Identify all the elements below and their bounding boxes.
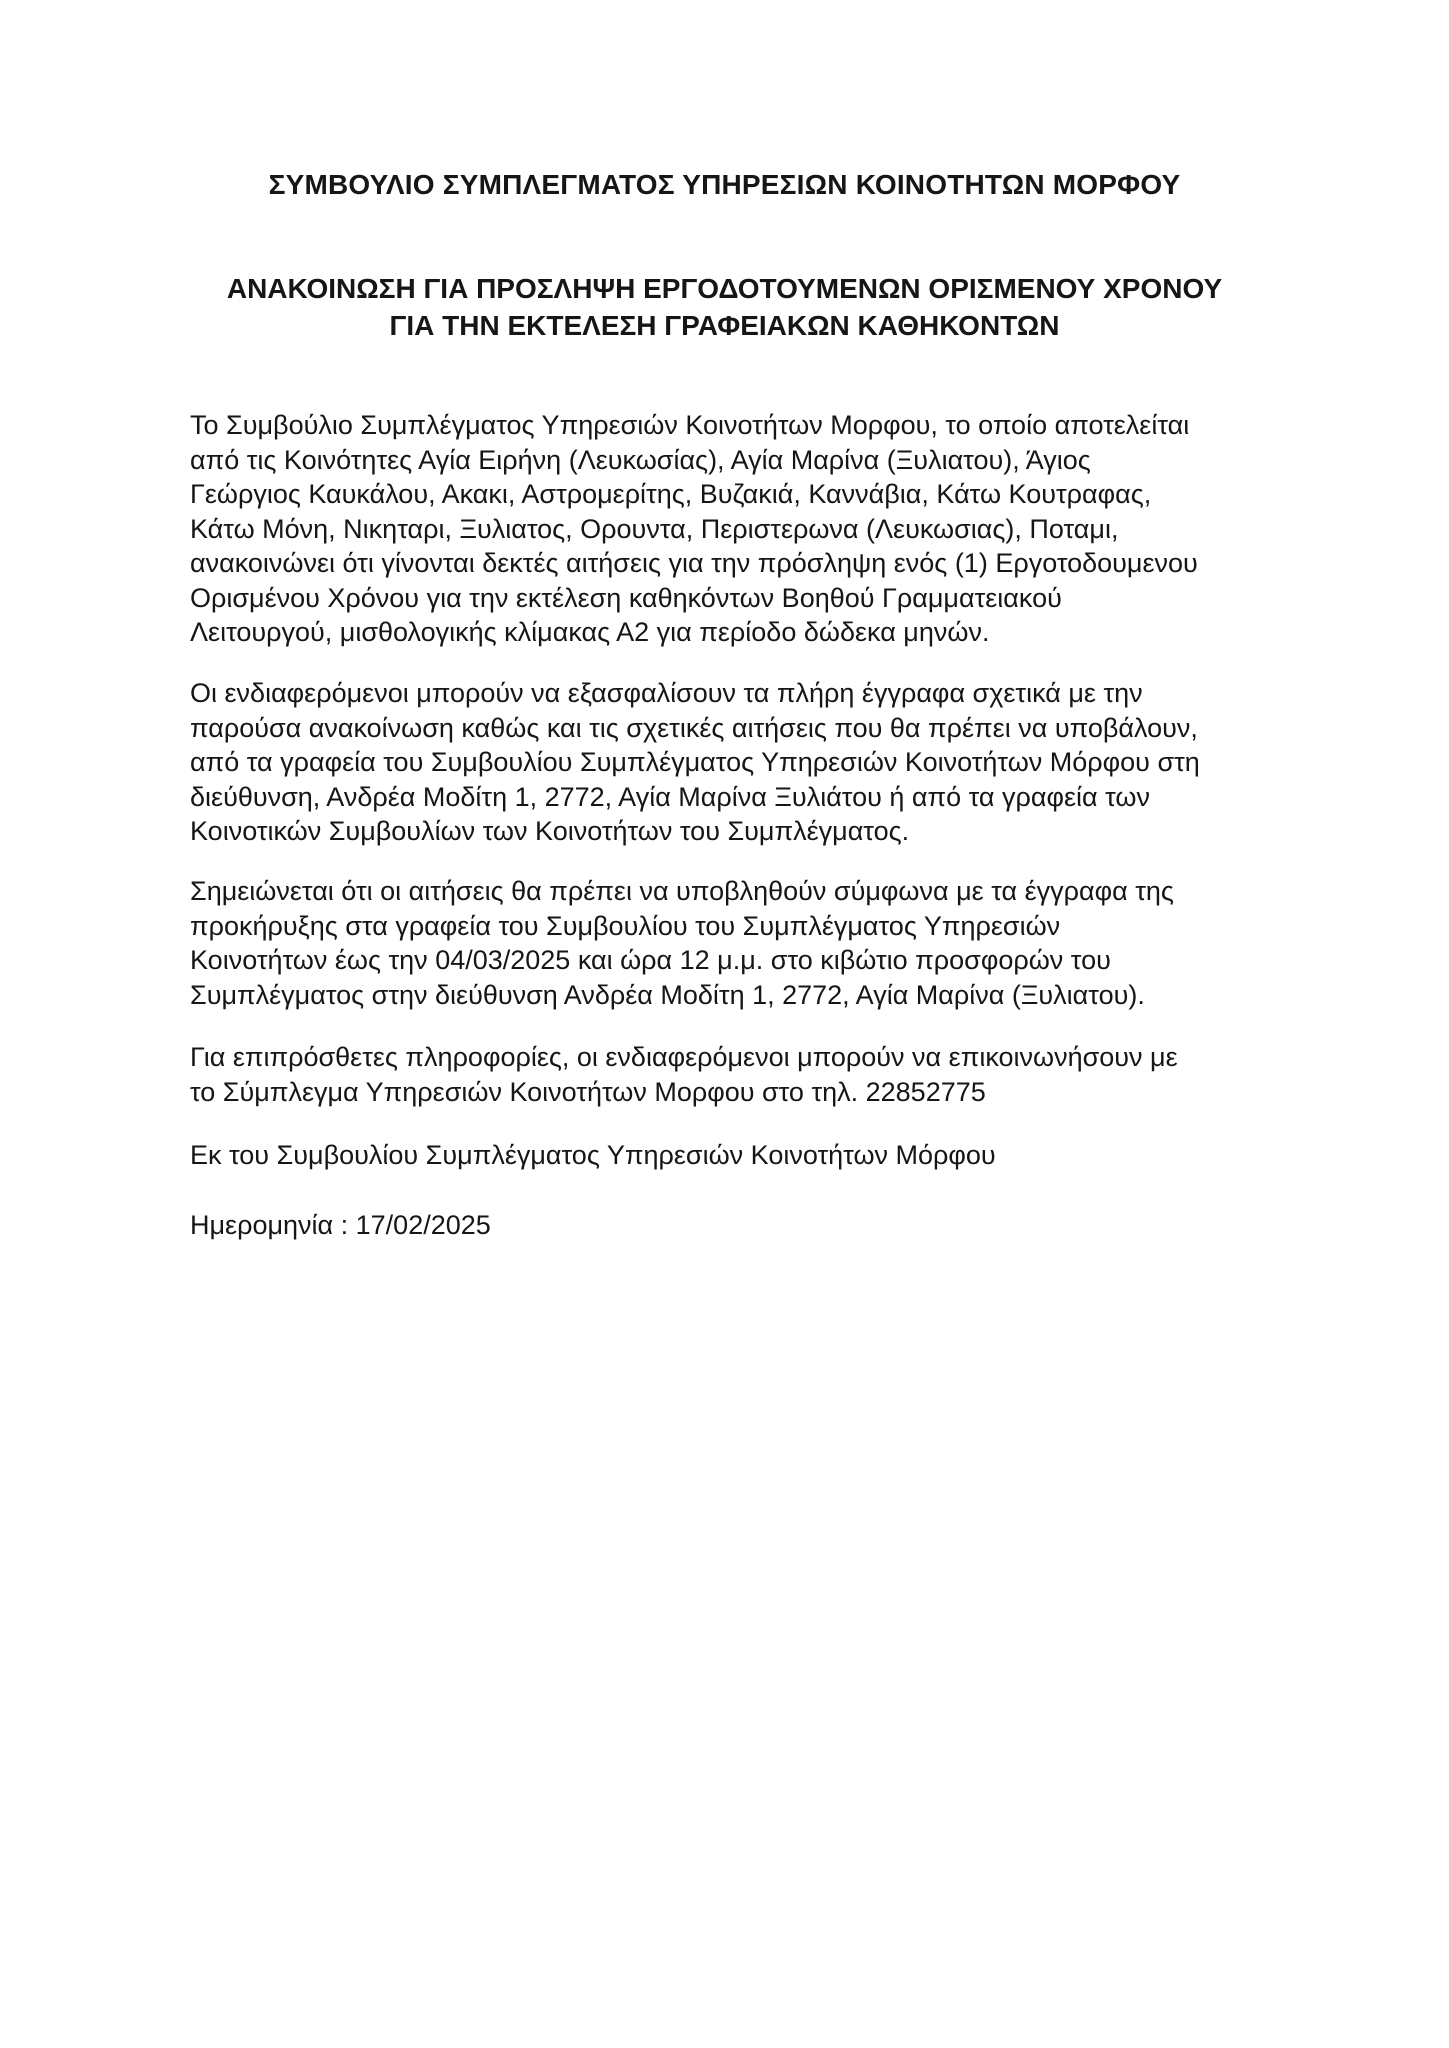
text-line: διεύθυνση, Ανδρέα Μοδίτη 1, 2772, Αγία Μαρίνα Ξυλιάτου ή από τα γραφεία των [190,781,1151,812]
text-line: Κάτω Μόνη, Νικηταρι, Ξυλιατος, Ορουντα, Περιστερωνα (Λευκωσιας), Ποταμι, [190,513,1119,544]
text-line: Σημειώνεται ότι οι αιτήσεις θα πρέπει να υποβληθούν σύμφωνα με τα έγγραφα της [190,876,1174,906]
paragraph-documents [190,676,1310,849]
text-line: Λειτουργού, μισθολογικής κλίμακας Α2 για περίοδο δώδεκα μηνών. [190,617,990,647]
text-line: από τα γραφεία του Συμβουλίου Συμπλέγματος Υπηρεσιών Κοινοτήτων Μόρφου στη [190,747,1200,777]
text-line: Για επιπρόσθετες πληροφορίες, οι ενδιαφερόμενοι μπορούν να επικοινωνήσουν με [190,1042,1178,1072]
text-line: Κοινοτήτων έως την 04/03/2025 και ώρα 12 μ.μ. στο κιβώτιο προσφορών του [190,945,1111,975]
paragraph-submission [190,874,1310,1012]
text-line: Συμπλέγματος στην διεύθυνση Ανδρέα Μοδίτη 1, 2772, Αγία Μαρίνα (Ξυλιατου). [190,979,1145,1010]
signature-line [190,1138,1310,1173]
text-line: το Σύμπλεγμα Υπηρεσιών Κοινοτήτων Μορφου στο τηλ. 22852775 [190,1076,986,1107]
paragraph-announcement [190,408,1310,650]
notice-title-line: ΓΙΑ ΤΗΝ ΕΚΤΕΛΕΣΗ ΓΡΑΦΕΙΑΚΩΝ ΚΑΘΗΚΟΝΤΩΝ [389,310,1060,341]
text-line: Γεώργιος Καυκάλου, Ακακι, Αστρομερίτης, Βυζακιά, Καννάβια, Κάτω Κουτραφας, [190,479,1152,509]
notice-title-line: ΑΝΑΚΟΙΝΩΣΗ ΓΙΑ ΠΡΟΣΛΗΨΗ ΕΡΓΟΔΟΤΟΥΜΕΝΩΝ ΟΡΙΣΜΕΝΟΥ ΧΡΟΝΟΥ [226,273,1223,304]
date-line [190,1208,1310,1243]
text-line: από τις Κοινότητες Αγία Ειρήνη (Λευκωσίας), Αγία Μαρίνα (Ξυλιατου), Άγιος [190,444,1091,475]
organization-title: ΣΥΜΒΟΥΛΙΟ ΣΥΜΠΛΕΓΜΑΤΟΣ ΥΠΗΡΕΣΙΩΝ ΚΟΙΝΟΤΗΤΩΝ ΜΟΡΦΟΥ [268,169,1181,200]
text-line: Οι ενδιαφερόμενοι μπορούν να εξασφαλίσουν τα πλήρη έγγραφα σχετικά με την [190,678,1143,708]
text-line: προκήρυξης στα γραφεία του Συμβουλίου του Συμπλέγματος Υπηρεσιών [190,910,1061,941]
paragraph-contact [190,1040,1310,1109]
text-line: παρούσα ανακοίνωση καθώς και τις σχετικές αιτήσεις που θα πρέπει να υποβάλουν, [190,712,1198,743]
text-line: Κοινοτικών Συμβουλίων των Κοινοτήτων του Συμπλέγματος. [190,816,910,846]
signature-text: Εκ του Συμβουλίου Συμπλέγματος Υπηρεσιών Κοινοτήτων Μόρφου [190,1140,996,1170]
notice-title [0,270,1449,344]
text-line: Ορισμένου Χρόνου για την εκτέλεση καθηκόντων Βοηθού Γραμματειακού [190,582,1062,613]
text-line: ανακοινώνει ότι γίνονται δεκτές αιτήσεις για την πρόσληψη ενός (1) Εργοτοδουμενου [190,548,1198,578]
date-text: Ημερομηνία : 17/02/2025 [190,1210,491,1240]
text-line: Το Συμβούλιο Συμπλέγματος Υπηρεσιών Κοινοτήτων Μορφου, το οποίο αποτελείται [190,410,1190,440]
